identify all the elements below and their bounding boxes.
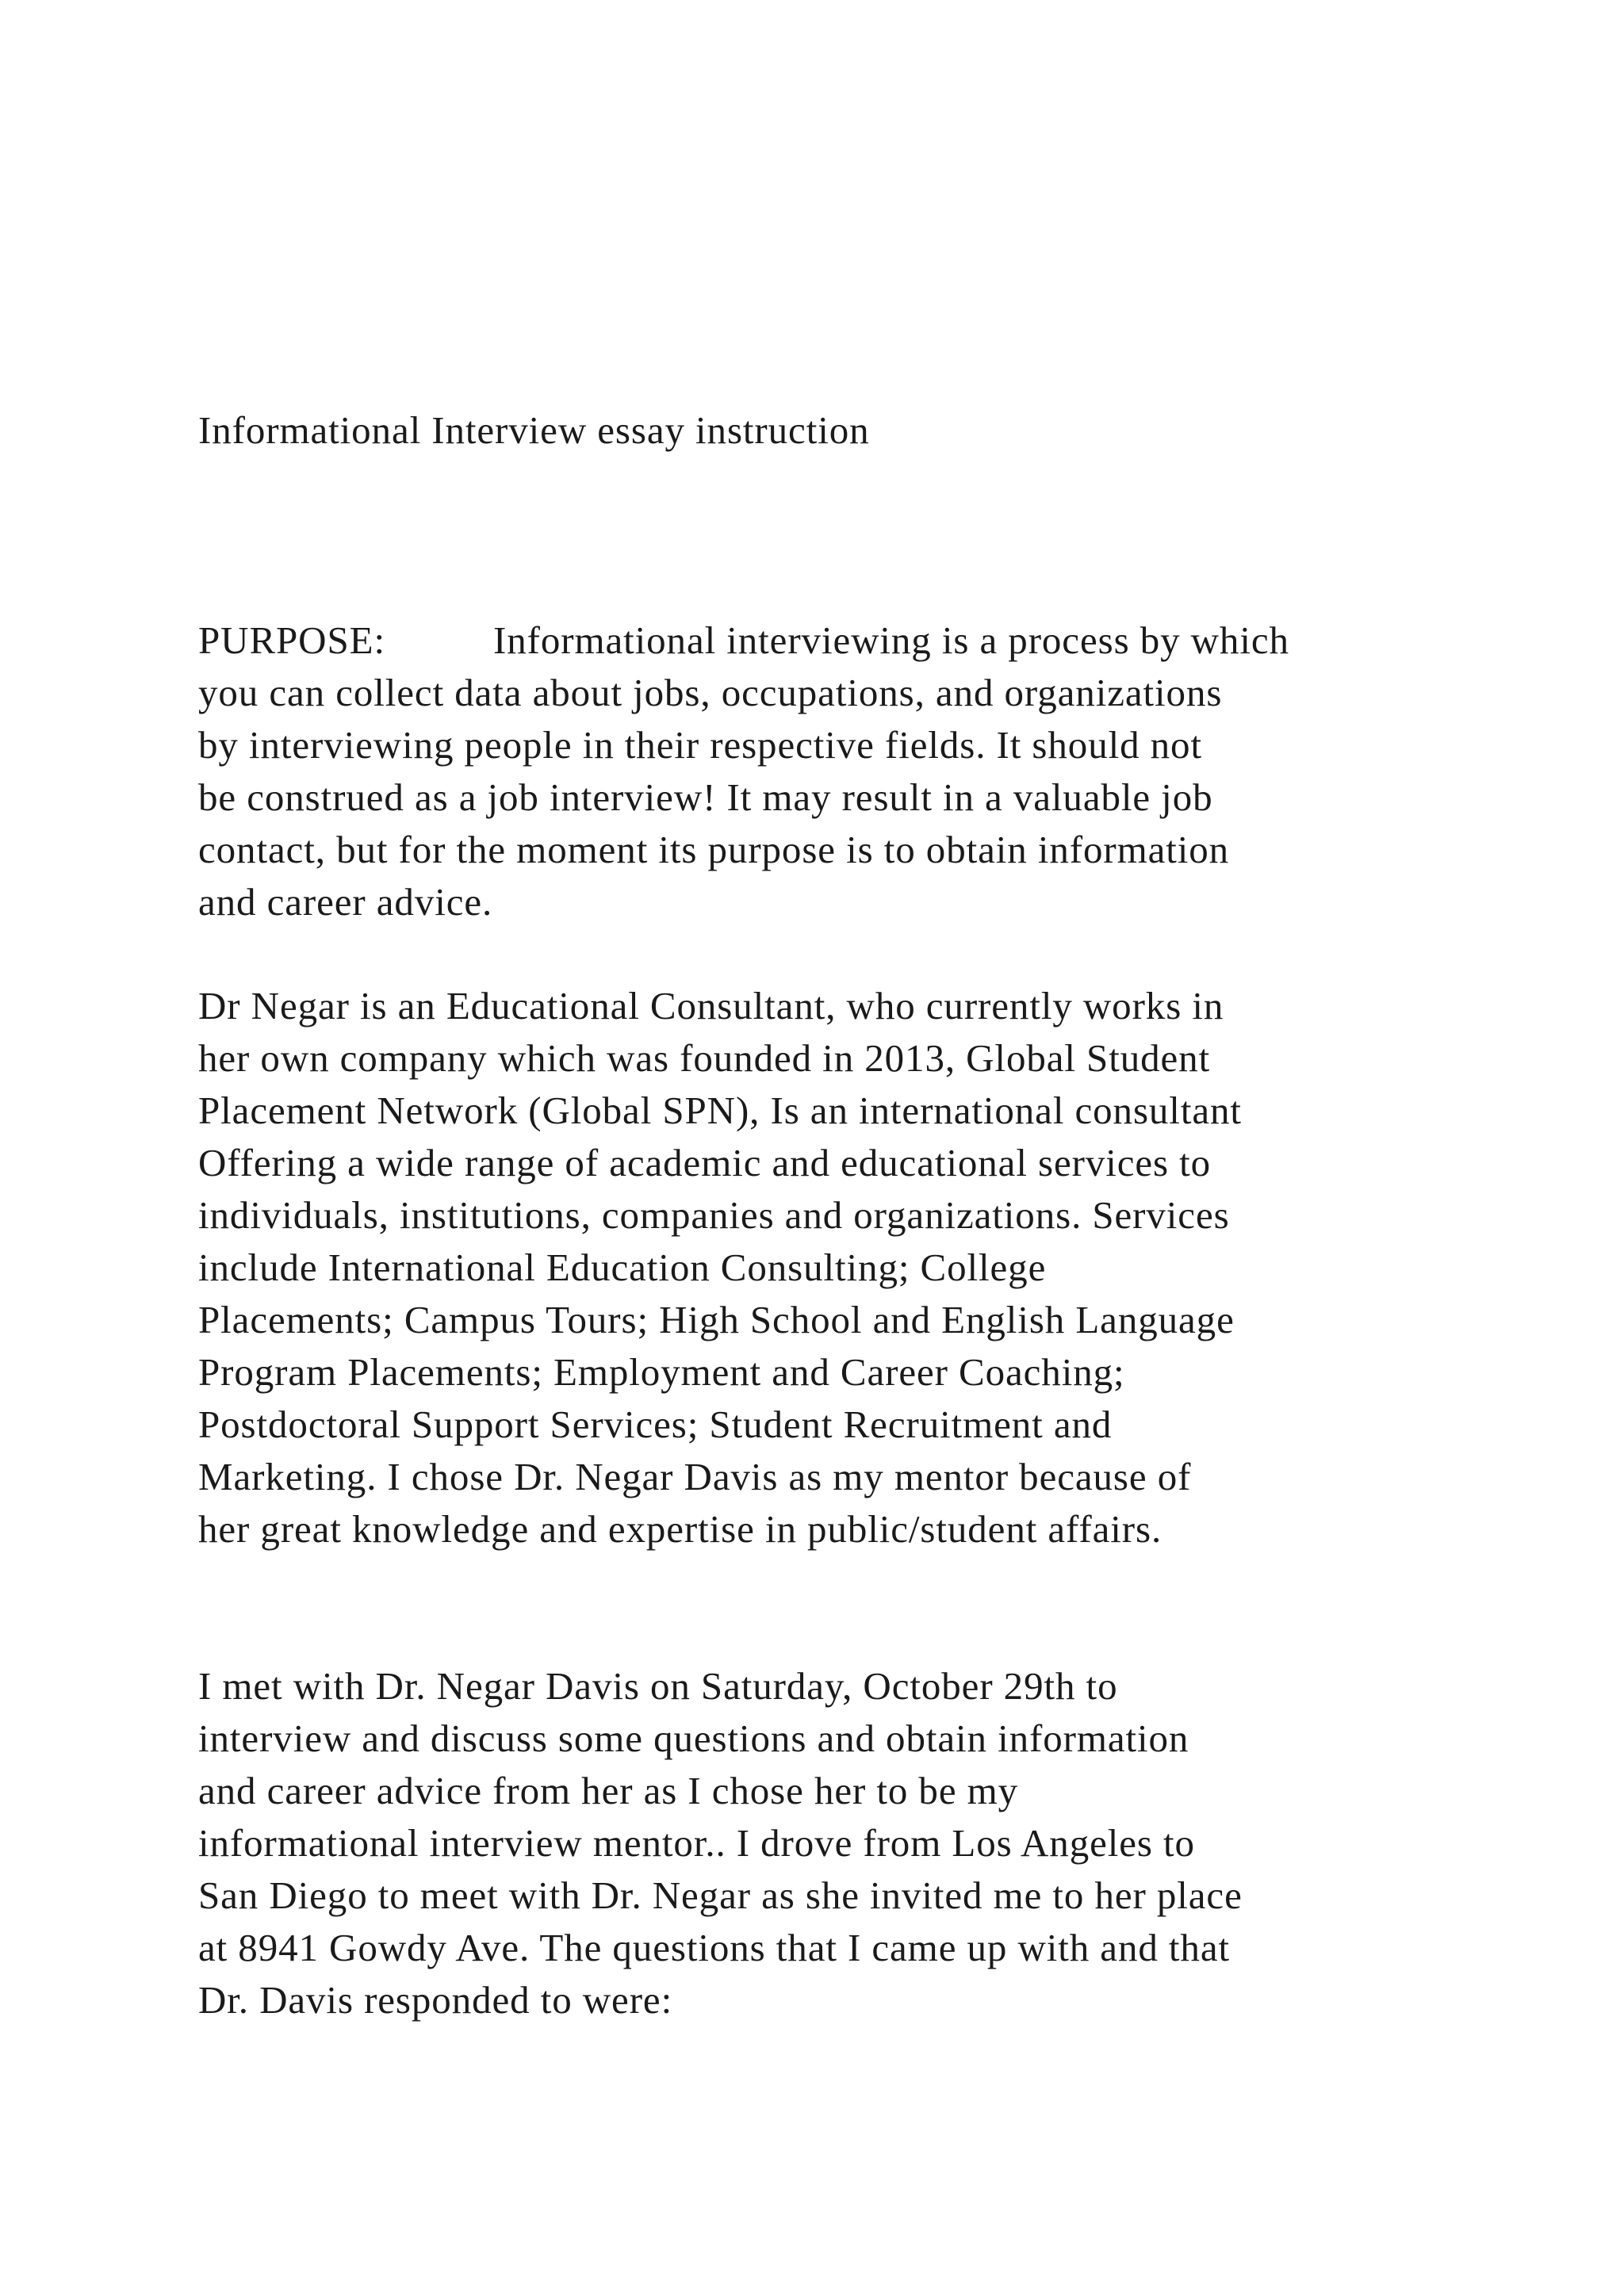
purpose-label: PURPOSE: (198, 618, 385, 662)
paragraph-line: at 8941 Gowdy Ave. The questions that I came up with and that (198, 1926, 1230, 1969)
paragraph-line: her great knowledge and expertise in public/student affairs. (198, 1507, 1162, 1551)
purpose-line: be construed as a job interview! It may result in a valuable job (198, 775, 1213, 819)
paragraph-line: Postdoctoral Support Services; Student Recruitment and (198, 1402, 1113, 1446)
purpose-line: and career advice. (198, 880, 493, 924)
paragraph-line: individuals, institutions, companies and organizations. Services (198, 1193, 1230, 1237)
paragraph-line: interview and discuss some questions and obtain information (198, 1716, 1189, 1760)
paragraph-line: San Diego to meet with Dr. Negar as she invited me to her place (198, 1873, 1243, 1917)
purpose-line: by interviewing people in their respective fields. It should not (198, 723, 1202, 767)
paragraph-line: Dr. Davis responded to were: (198, 1978, 673, 2022)
purpose-line: you can collect data about jobs, occupations, and organizations (198, 671, 1223, 714)
paragraph-line: and career advice from her as I chose her to be my (198, 1769, 1019, 1812)
paragraph-line: informational interview mentor.. I drove from Los Angeles to (198, 1821, 1195, 1865)
paragraph-line: her own company which was founded in 2013, Global Student (198, 1036, 1211, 1080)
paragraph-line: Marketing. I chose Dr. Negar Davis as my mentor because of (198, 1455, 1192, 1498)
paragraph-line: Offering a wide range of academic and educational services to (198, 1141, 1212, 1184)
purpose-first-line (198, 614, 1289, 667)
purpose-first-line-text: Informational interviewing is a process by which (493, 618, 1289, 662)
document-title: Informational Interview essay instruction (198, 408, 870, 452)
paragraph-line: Dr Negar is an Educational Consultant, who currently works in (198, 984, 1224, 1027)
paragraph-line: Program Placements; Employment and Career Coaching; (198, 1350, 1125, 1394)
paragraph-line: I met with Dr. Negar Davis on Saturday, October 29th to (198, 1664, 1118, 1708)
purpose-line: contact, but for the moment its purpose is to obtain information (198, 828, 1230, 871)
paragraph-line: include International Education Consulting; College (198, 1246, 1047, 1289)
paragraph-line: Placements; Campus Tours; High School and English Language (198, 1298, 1235, 1341)
paragraph-line: Placement Network (Global SPN), Is an international consultant (198, 1089, 1242, 1132)
